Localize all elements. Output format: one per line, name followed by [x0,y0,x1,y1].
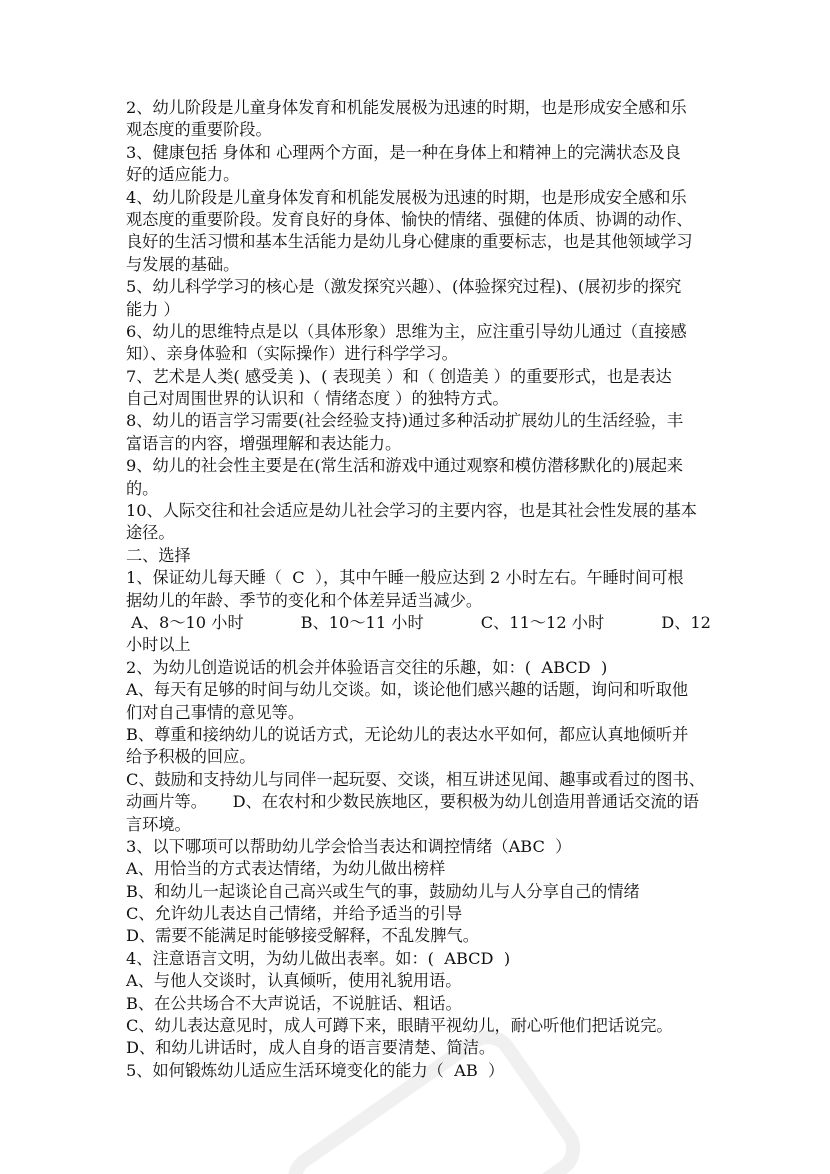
text-line: A、与他人交谈时，认真倾听，使用礼貌用语。 [126,971,462,991]
q1-option-a: A、8～10 小时 [126,612,244,632]
text-line: A、每天有足够的时间与幼儿交谈。如，谈论他们感兴趣的话题，询问和听取他 [126,680,689,700]
text-line: 7、艺术是人类( 感受美 )、( 表现美 ）和（ 创造美 ）的重要形式，也是表达 [126,366,672,386]
text-line: 知）、亲身体验和（实际操作）进行科学学习。 [126,344,458,364]
text-line: 据幼儿的年龄、季节的变化和个体差异适当减少。 [126,590,483,610]
text-line: 观态度的重要阶段。 [126,120,272,140]
q1-option-b: B、10～11 小时 [300,612,424,632]
text-line: B、和幼儿一起谈论自己高兴或生气的事，鼓励幼儿与人分享自己的情绪 [126,881,640,901]
text-line: 5、如何锻炼幼儿适应生活环境变化的能力（ AB ） [126,1060,505,1080]
text-line: 途径。 [126,523,175,543]
text-line: 9、幼儿的社会性主要是在(常生活和游戏中通过观察和模仿潜移默化的)展起来 [126,456,684,476]
text-line: 言环境。 [126,814,191,834]
text-line: 与发展的基础。 [126,254,240,274]
text-line: C、允许幼儿表达自己情绪，并给予适当的引导 [126,904,463,924]
text-line: C、鼓励和支持幼儿与同伴一起玩耍、交谈，相互讲述见闻、趣事或看过的图书、 [126,769,705,789]
text-line: 3、以下哪项可以帮助幼儿学会恰当表达和调控情绪（ABC ） [126,836,572,856]
text-line: 4、注意语言文明，为幼儿做出表率。如：( ABCD ) [126,948,511,968]
text-line: 们对自己事情的意见等。 [126,702,305,722]
text-line: 能力 ） [126,299,180,319]
text-line: A、用恰当的方式表达情绪，为幼儿做出榜样 [126,859,446,879]
text-line: 3、健康包括 身体和 心理两个方面，是一种在身体上和精神上的完满状态及良 [126,142,681,162]
text-line: 的。 [126,478,159,498]
text-line: D、需要不能满足时能够接受解释，不乱发脾气。 [126,926,479,946]
text-line: 8、幼儿的语言学习需要(社会经验支持)通过多种活动扩展幼儿的生活经验，丰 [126,411,684,431]
section-heading: 二、选择 [126,545,191,565]
text-line: 1、保证幼儿每天睡（ C ），其中午睡一般应达到 2 小时左右。午睡时间可根 [126,568,684,588]
text-line: 2、为幼儿创造说话的机会并体验语言交往的乐趣，如：( ABCD ) [126,657,608,677]
document-body [126,97,711,1082]
q1-option-d: D、12 [661,612,711,632]
q1-options [126,612,711,634]
text-line: 2、幼儿阶段是儿童身体发育和机能发展极为迅速的时期，也是形成安全感和乐 [126,98,687,117]
text-line: 5、幼儿科学学习的核心是（激发探究兴趣）、(体验探究过程)、(展初步的探究 [126,277,682,297]
text-line: B、在公共场合不大声说话，不说脏话、粗话。 [126,993,462,1013]
q1-option-c: C、11～12 小时 [480,612,605,632]
text-line: 富语言的内容，增强理解和表达能力。 [126,433,402,453]
text-line: 6、幼儿的思维特点是以（具体形象）思维为主，应注重引导幼儿通过（直接感 [126,321,687,341]
text-line: 10、人际交往和社会适应是幼儿社会学习的主要内容，也是其社会性发展的基本 [126,501,697,521]
text-line: 自己对周围世界的认识和（ 情绪态度 ）的独特方式。 [126,389,509,409]
text-line: C、幼儿表达意见时，成人可蹲下来，眼睛平视幼儿，耐心听他们把话说完。 [126,1016,673,1036]
text-line: 动画片等。 D、在农村和少数民族地区，要积极为幼儿创造用普通话交流的语 [126,792,699,812]
text-line: 小时以上 [126,635,191,655]
text-line: 给予积极的回应。 [126,747,256,767]
text-line: 良好的生活习惯和基本生活能力是幼儿身心健康的重要标志，也是其他领域学习 [126,232,693,252]
text-line: B、尊重和接纳幼儿的说话方式，无论幼儿的表达水平如何，都应认真地倾听并 [126,724,689,744]
text-line: 好的适应能力。 [126,165,240,185]
text-line: D、和幼儿讲话时，成人自身的语言要清楚、简洁。 [126,1038,496,1058]
text-line: 4、幼儿阶段是儿童身体发育和机能发展极为迅速的时期，也是形成安全感和乐 [126,187,687,207]
text-line: 观态度的重要阶段。发育良好的身体、愉快的情绪、强健的体质、协调的动作、 [126,209,693,229]
